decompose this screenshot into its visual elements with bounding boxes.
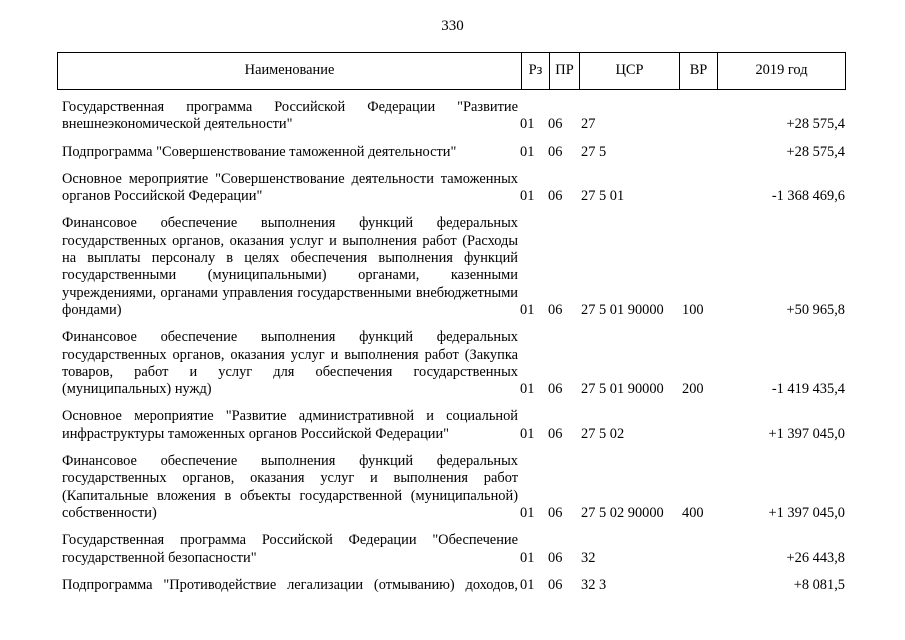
table-header	[57, 52, 846, 90]
table-row	[62, 99, 846, 134]
row-vr: 200	[682, 381, 704, 398]
table-row	[62, 144, 846, 161]
table-row	[62, 215, 846, 319]
row-amount: +28 575,4	[786, 116, 845, 133]
row-name: Основное мероприятие "Совершенствование деятельности таможенных органов Российской Федерации"	[62, 170, 518, 205]
table-body	[62, 99, 846, 604]
row-csr: 27 5 01 90000	[581, 381, 664, 398]
header-name: Наименование	[58, 53, 522, 89]
page-number: 330	[441, 18, 464, 34]
row-rz: 01	[520, 425, 535, 442]
row-pr: 06	[548, 549, 563, 566]
table-row	[62, 577, 846, 594]
row-name: Финансовое обеспечение выполнения функций федеральных государственных органов, оказания услуг и выполнения работ (Расходы на выплаты персоналу в целях обеспечения выполнения функций государственными (муниципальными) органами, казенными учреждениями, органами управления государственными внебюджетными фондами)	[62, 215, 518, 318]
row-amount: -1 419 435,4	[771, 381, 845, 398]
table-row	[62, 453, 846, 522]
table-row	[62, 171, 846, 206]
row-csr: 32 3	[581, 576, 607, 593]
row-amount: +1 397 045,0	[768, 504, 845, 521]
row-amount: +8 081,5	[793, 576, 845, 593]
row-csr: 32	[581, 549, 596, 566]
header-csr: ЦСР	[580, 53, 680, 89]
row-name: Финансовое обеспечение выполнения функций федеральных государственных органов, оказания услуг и выполнения работ (Капитальные вложения в объекты государственной (муниципальной) собственности)	[62, 453, 518, 521]
row-vr: 100	[682, 301, 704, 318]
row-rz: 01	[520, 188, 535, 205]
row-csr: 27 5 02	[581, 425, 625, 442]
row-vr: 400	[682, 504, 704, 521]
row-rz: 01	[520, 504, 535, 521]
row-rz: 01	[520, 549, 535, 566]
row-pr: 06	[548, 576, 563, 593]
header-year: 2019 год	[755, 62, 808, 79]
row-amount: +26 443,8	[786, 549, 845, 566]
table-row	[62, 408, 846, 443]
row-pr: 06	[548, 301, 563, 318]
row-amount: +1 397 045,0	[768, 425, 845, 442]
row-name: Основное мероприятие "Развитие административной и социальной инфраструктуры таможенных органов Российской Федерации"	[62, 408, 518, 442]
row-csr: 27 5 02 90000	[581, 504, 664, 521]
table-row	[62, 329, 846, 398]
row-amount: +28 575,4	[786, 143, 845, 160]
header-pr: ПР	[550, 53, 580, 89]
row-csr: 27 5	[581, 143, 607, 160]
header-vr: ВР	[680, 53, 718, 89]
row-rz: 01	[520, 301, 535, 318]
row-rz: 01	[520, 143, 535, 160]
row-pr: 06	[548, 504, 563, 521]
table-row	[62, 532, 846, 567]
row-csr: 27 5 01 90000	[581, 301, 664, 318]
row-csr: 27	[581, 116, 596, 133]
row-pr: 06	[548, 425, 563, 442]
row-amount: -1 368 469,6	[771, 188, 845, 205]
row-pr: 06	[548, 381, 563, 398]
row-rz: 01	[520, 116, 535, 133]
row-name: Государственная программа Российской Федерации "Развитие внешнеэкономической деятельности"	[62, 99, 518, 133]
row-rz: 01	[520, 381, 535, 398]
row-rz: 01	[520, 576, 535, 593]
row-name: Государственная программа Российской Федерации "Обеспечение государственной безопасности"	[62, 532, 518, 566]
row-pr: 06	[548, 143, 563, 160]
row-pr: 06	[548, 188, 563, 205]
row-name: Подпрограмма "Противодействие легализации (отмыванию) доходов,	[62, 576, 518, 593]
row-amount: +50 965,8	[786, 301, 845, 318]
row-csr: 27 5 01	[581, 188, 625, 205]
row-name: Подпрограмма "Совершенствование таможенной деятельности"	[62, 143, 457, 160]
row-pr: 06	[548, 116, 563, 133]
row-name: Финансовое обеспечение выполнения функций федеральных государственных органов, оказания услуг и выполнения работ (Закупка товаров, работ и услуг для обеспечения государственных (муниципальных) нужд)	[62, 329, 518, 398]
header-rz: Рз	[522, 53, 550, 89]
